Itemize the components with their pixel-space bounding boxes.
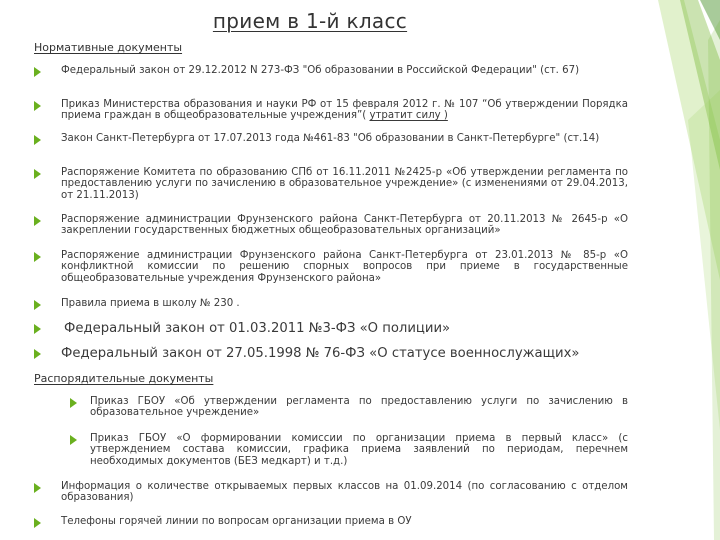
list-item-text xyxy=(61,99,628,122)
list-item-text: Федеральный закон от 01.03.2011 №3-ФЗ «О полиции» xyxy=(64,321,451,336)
list-item-text: Правила приема в школу № 230 . xyxy=(61,298,240,309)
section-heading-normative: Нормативные документы xyxy=(34,41,183,54)
list-item-text: Приказ ГБОУ «О формировании комиссии по организации приема в первый класс» (с утверждением состава комиссии, графика приема заявлений по периодам, перечнем необходимых документов (БЕЗ медкарт) и т.д.) xyxy=(90,433,628,467)
decorative-green-stripes xyxy=(650,0,720,540)
list-item-text: Приказ ГБОУ «Об утверждении регламента по предоставлению услуги по зачислению в образовательное учреждение» xyxy=(90,396,628,419)
list-item-text: Телефоны горячей линии по вопросам организации приема в ОУ xyxy=(61,516,412,527)
list-item-text-main: Приказ Министерства образования и науки РФ от 15 февраля 2012 г. № 107 “Об утверждении Порядка приема граждан в общеобразовательные учреждения”( xyxy=(61,99,628,122)
triangle-bullet-icon xyxy=(34,252,41,262)
list-item-text: Федеральный закон от 29.12.2012 N 273-ФЗ "Об образовании в Российской Федерации" (ст. 67) xyxy=(61,65,580,76)
list-item-text: Федеральный закон от 27.05.1998 № 76-ФЗ «О статусе военнослужащих» xyxy=(61,346,580,361)
triangle-bullet-icon xyxy=(70,435,77,445)
triangle-bullet-icon xyxy=(34,483,41,493)
page-title: прием в 1-й класс xyxy=(212,9,408,33)
list-item-text: Распоряжение администрации Фрунзенского района Санкт-Петербурга от 20.11.2013 № 2645-р «О закреплении государственных бюджетных общеобразовательных организаций» xyxy=(61,214,628,237)
list-item-text: Распоряжение Комитета по образованию СПб от 16.11.2011 №2425-р «Об утверждении регламента по предоставлению услуги по зачислению в образовательное учреждение» (с изменениями от 29.04.2013, от 21.11.2013) xyxy=(61,167,628,201)
list-item-text: Распоряжение администрации Фрунзенского района Санкт-Петербурга от 23.01.2013 № 85-р «О конфликтной комиссии по решению спорных вопросов при приеме в государственные общеобразовательные учреждения Фрунзенского района» xyxy=(61,250,628,284)
triangle-bullet-icon xyxy=(34,101,41,111)
list-item-text: Закон Санкт-Петербурга от 17.07.2013 года №461-83 "Об образовании в Санкт-Петербурге" (ст.14) xyxy=(61,133,600,144)
triangle-bullet-icon xyxy=(34,169,41,179)
triangle-bullet-icon xyxy=(34,216,41,226)
triangle-bullet-icon xyxy=(34,300,41,310)
triangle-bullet-icon xyxy=(70,398,77,408)
triangle-bullet-icon xyxy=(34,349,41,359)
triangle-bullet-icon xyxy=(34,135,41,145)
triangle-bullet-icon xyxy=(34,67,41,77)
triangle-bullet-icon xyxy=(34,324,41,334)
repealed-note: утратит силу ) xyxy=(369,110,448,122)
triangle-bullet-icon xyxy=(34,518,41,528)
list-item-text: Информация о количестве открываемых первых классов на 01.09.2014 (по согласованию с отделом образования) xyxy=(61,481,628,504)
section-heading-administrative: Распорядительные документы xyxy=(34,372,214,385)
